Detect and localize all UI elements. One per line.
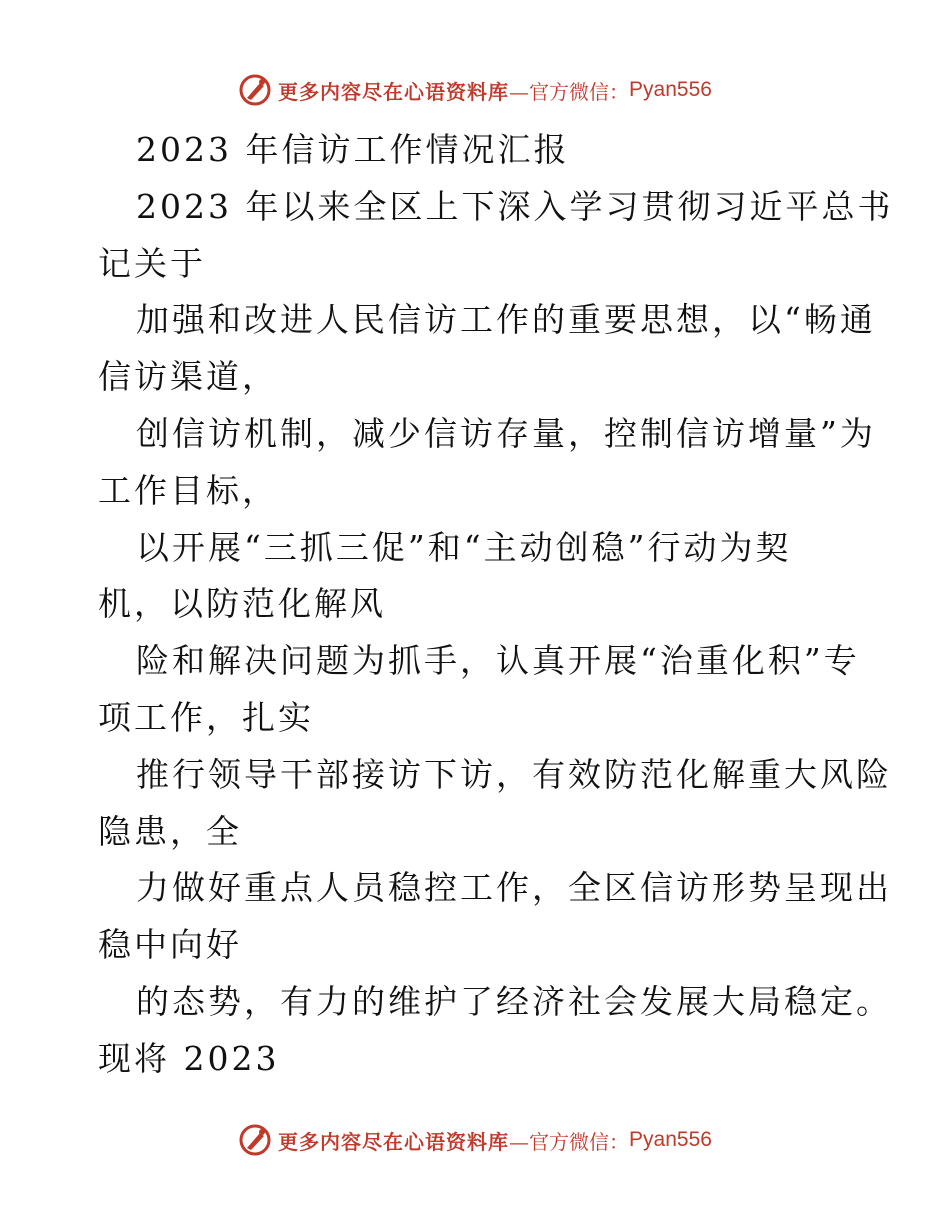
doc-line: 现将 2023 (98, 1038, 280, 1078)
banner-dash-text: —官方微信： (509, 79, 630, 104)
doc-line: 稳中向好 (98, 925, 242, 965)
doc-line: 推行领导干部接访下访，有效防范化解重大风险 (136, 754, 892, 794)
doc-line: 2023 年以来全区上下深入学习贯彻习近平总书 (136, 186, 894, 226)
doc-line: 力做好重点人员稳控工作，全区信访形势呈现出 (136, 868, 892, 908)
banner-dash-text: —官方微信： (509, 1129, 630, 1154)
doc-title: 2023 年信访工作情况汇报 (136, 130, 570, 169)
doc-line: 以开展“三抓三促”和“主动创稳”行动为契 (136, 527, 792, 567)
banner-wechat-id: Pyan556 (629, 1128, 712, 1151)
pen-logo-icon (238, 73, 272, 107)
doc-line: 隐患，全 (98, 811, 242, 851)
banner-wechat-id: Pyan556 (629, 78, 712, 101)
doc-line: 记关于 (98, 243, 206, 283)
footer-banner (0, 1120, 950, 1160)
doc-line: 工作目标， (98, 470, 278, 510)
banner-main-text: 更多内容尽在心语资料库 (278, 1129, 510, 1154)
header-banner (0, 70, 950, 110)
doc-line: 险和解决问题为抓手，认真开展“治重化积”专 (136, 641, 860, 681)
doc-line: 加强和改进人民信访工作的重要思想，以“畅通 (136, 300, 876, 340)
doc-line: 的态势，有力的维护了经济社会发展大局稳定。 (136, 981, 892, 1021)
document-body (98, 122, 894, 1088)
banner-main-text: 更多内容尽在心语资料库 (278, 79, 510, 104)
pen-logo-icon (238, 1123, 272, 1157)
doc-line: 创信访机制，减少信访存量，控制信访增量”为 (136, 413, 876, 453)
doc-line: 项工作，扎实 (98, 697, 314, 737)
doc-line: 信访渠道， (98, 357, 278, 397)
doc-line: 机，以防范化解风 (98, 584, 386, 624)
